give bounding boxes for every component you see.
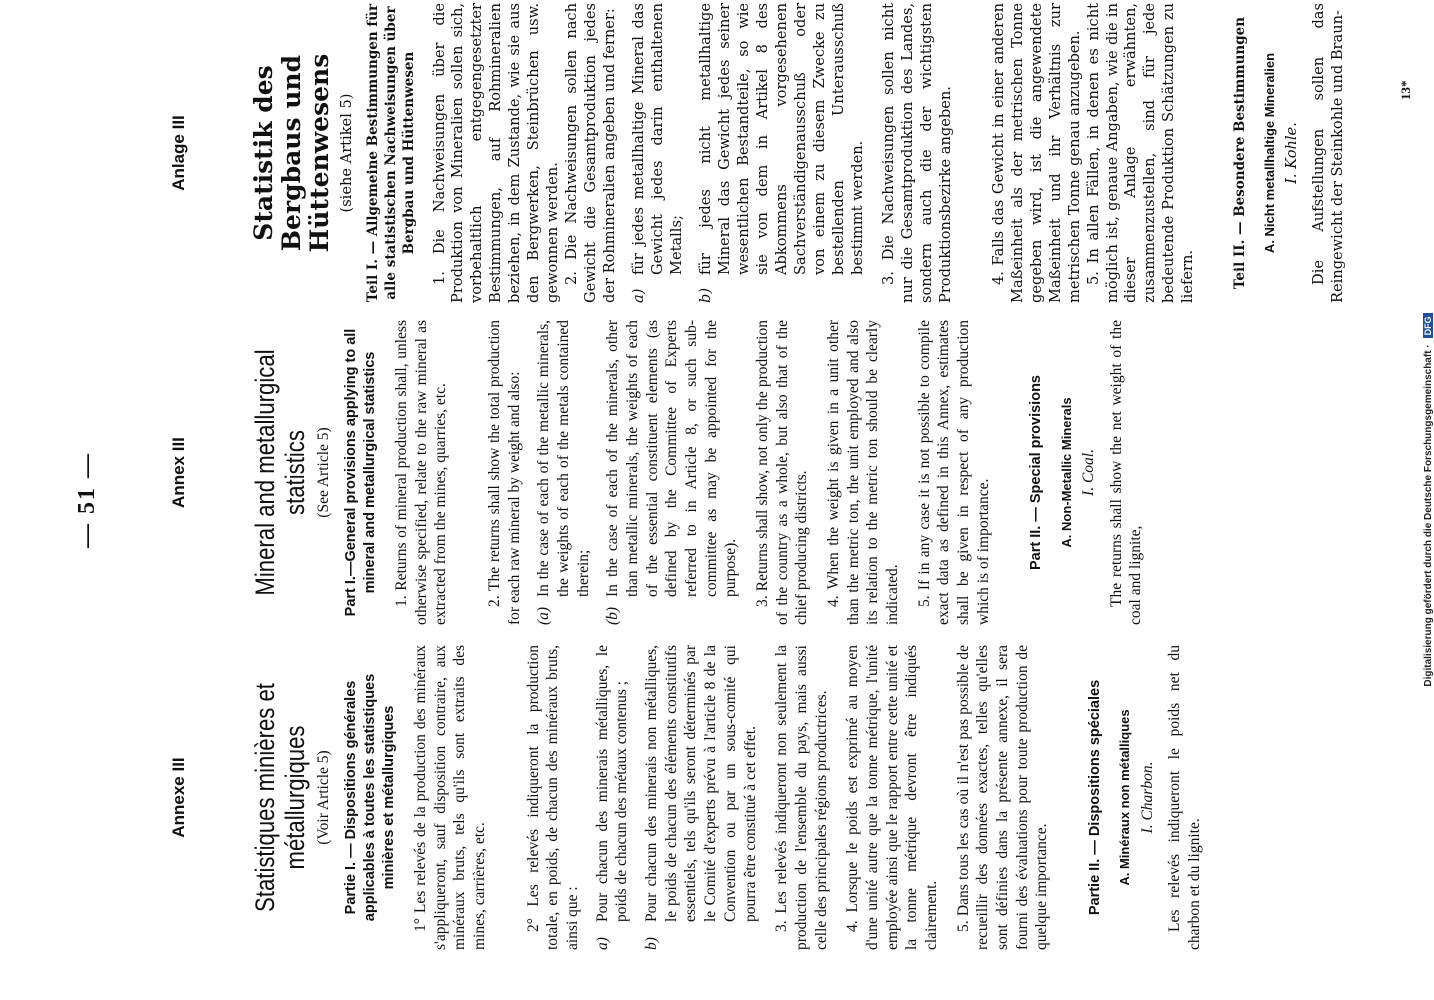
item-a <box>534 320 593 625</box>
item-a-text: In the case of each of the metallic minerals, the weights of each of the metals contained therein; <box>535 320 592 597</box>
french-column <box>140 645 1330 950</box>
annex-heading: Annexe III <box>169 757 188 838</box>
part-two-heading: Partie II. — Dispositions spéciales <box>1086 679 1103 916</box>
paragraph-5: 5. Dans tous les cas où il n'est pas possible de recueillir des données exactes, telles qu'elles sont définies dans la présente annexe, il sera fourni des évaluations pour toute production de quelque importance. <box>954 645 1051 950</box>
item-a-label: a) <box>630 288 648 303</box>
paragraph-2: 2° Les relevés indiqueront la production totale, en poids, de chacun des minéraux bruts, ainsi que : <box>524 645 582 950</box>
paragraph-3: 3. Les relevés indiqueront non seulement la production de l'ensemble du pays, mais aussi celle des principales régions productrices. <box>773 645 830 950</box>
dfg-logo: DFG <box>1423 313 1433 338</box>
english-column <box>140 320 1330 625</box>
section-title: Statistiques minières et métallurgiques <box>249 683 310 912</box>
paragraph-2: 2. Die Nachweisungen sollen nach Gewicht die Gesamtproduktion jedes der Rohmineralien angeben und ferner: <box>563 3 619 303</box>
paragraph-4: 4. Falls das Gewicht in einer anderen Maßeinheit als der metrischen Tonne gegeben wird, ist die angewendete Maßeinheit und ihr Verhältnis zur metrischen Tonne genau anzugeben. <box>989 3 1083 303</box>
signature-mark: 13* <box>1398 80 1413 100</box>
section-title: Statistik des Bergbaus und Hüttenwesens <box>249 53 335 253</box>
coal-heading: I. Coal. <box>1080 449 1098 496</box>
article-reference: (siehe Artikel 5) <box>338 93 356 213</box>
page-number: — 51 — <box>74 452 100 548</box>
item-b-text: für jedes nicht metallhaltige Mineral das Gewicht jedes seiner wesentlichen Bestandteile, so wie sie von dem in Artikel 8 des Abkommens vorgesehenen Sachverständigenausschuß oder von einem zu diesem Zwecke zu bestellenden Unterausschuß bestimmt werden. <box>697 3 866 275</box>
item-b-label: b) <box>697 287 715 303</box>
item-b-text: In the case of each of the minerals, other than metallic minerals, the weights of each of the essential constituent elements (as defined by the Committee of Experts referred to in Article 8, or such sub-committee as may be appointed for the purpose). <box>604 320 740 597</box>
german-column <box>140 3 1346 303</box>
part-one-heading: Teil I. — Allgemeine Bestimmungen für alle statistischen Nachweisungen über Bergbau und Hüttenwesen <box>365 3 417 303</box>
paragraph-3: 3. Die Nachweisungen sollen nicht nur die Gesamtproduktion des Landes, sondern auch die der wichtigsten Produktionsbezirke angeben. <box>879 3 954 303</box>
paragraph-1: 1. Die Nachweisungen über die Produktion von Mineralien sollen sich, vorbehaltlich entgegengesetzter Bestimmungen, auf Rohmineralien beziehen, in dem Zustande, wie sie aus den Bergwerken, Steinbrüchen usw. gewonnen werden. <box>430 3 562 303</box>
paragraph-4: 4. Lorsque le poids est exprimé au moyen d'une unité autre que la tonne métrique, l'unité employée ainsi que le rapport entre cette unité et la tonne métrique devront être indiqués clairement. <box>844 645 940 950</box>
paragraph-2: 2. The returns shall show the total production for each raw mineral by weight and also: <box>485 320 523 625</box>
item-a-label: (a) <box>535 606 553 625</box>
paragraph-6: Les relevés indiqueront le poids net du charbon et du lignite. <box>1166 645 1203 950</box>
section-a-heading: A. Non-Metallic Minerals <box>1058 397 1074 548</box>
paragraph-6: The returns shall show the net weight of the coal and lignite, <box>1107 320 1145 625</box>
section-a-heading: A. Minéraux non métalliques <box>1117 709 1133 886</box>
item-a-text: für jedes metallhaltige Mineral das Gewicht jedes darin enthaltenen Metalls; <box>630 3 686 275</box>
section-title: Mineral and metallurgical statistics <box>249 349 310 596</box>
paragraph-1: 1° Les relevés de la production des minéraux s'appliqueront, sauf disposition contraire, aux minéraux bruts, tels qu'ils sont extraits des mines, carrières, etc. <box>412 645 489 950</box>
annex-heading: Annex III <box>169 437 188 508</box>
annex-heading: Anlage III <box>169 115 188 191</box>
paragraph-3: 3. Returns shall show, not only the production of the country as a whole, but also that of the chief producing districts. <box>754 320 811 625</box>
paragraph-4: 4. When the weight is given in a unit other than the metric ton, the unit employed and also its relation to the metric ton should be clearly indicated. <box>825 320 902 625</box>
paragraph-1: 1. Returns of mineral production shall, unless otherwise specified, relate to the raw mineral as extracted from the mines, quarries, etc. <box>392 320 450 625</box>
item-b <box>603 320 741 625</box>
part-two-heading: Teil II. — Besondere Bestimmungen <box>1232 16 1249 290</box>
item-b <box>697 3 868 303</box>
item-a-label: a) <box>593 937 611 950</box>
item-b-label: b) <box>643 937 661 950</box>
part-one-heading: Partie I. — Dispositions générales applicables à toutes les statistiques minières et métallurgiques <box>342 673 397 922</box>
item-a <box>630 3 687 303</box>
paragraph-5: 5. In allen Fällen, in denen es nicht möglich ist, genaue Angaben, wie die in dieser Anlage erwähnten, zusammenzustellen, sind für jede bedeutende Produktion Schätzungen zu liefern. <box>1084 3 1197 303</box>
article-reference: (Voir Article 5) <box>315 750 333 845</box>
digitization-credit <box>1418 8 1434 992</box>
item-b-label: (b) <box>604 606 622 625</box>
digitization-text: Digitalisierung gefördert durch die Deutsche Forschungsgemeinschaft · <box>1422 344 1434 687</box>
article-reference: (See Article 5) <box>315 427 333 518</box>
paragraph-5: 5. If in any case it is not possible to compile exact data as defined in this Annex, estimates shall be given in respect of any production which is of importance. <box>915 320 992 625</box>
part-two-heading: Part II. — Special provisions <box>1028 375 1045 571</box>
item-b <box>642 645 760 950</box>
item-b-text: Pour chacun des minerais non métalliques, le poids de chacun des éléments constitutifs essentiels, tels qu'ils seront déterminés par le Comité d'experts prévu à l'article 8 de la Convention ou par un sous-comité qui pourra être constitué à cet effet. <box>643 645 759 922</box>
item-a <box>593 645 632 950</box>
paragraph-6: Die Aufstellungen sollen das Reingewicht der Steinkohle und Braun- <box>1310 3 1346 303</box>
section-a-heading: A. Nicht metallhaltige Mineralien <box>1262 52 1278 254</box>
part-one-heading: Part I.—General provisions applying to all mineral and metallurgical statistics <box>342 328 378 617</box>
item-a-text: Pour chacun des minerais métalliques, le poids de chacun des métaux contenus ; <box>593 645 631 922</box>
coal-heading: I. Charbon. <box>1138 761 1156 834</box>
coal-heading: I. Kohle. <box>1283 122 1301 184</box>
